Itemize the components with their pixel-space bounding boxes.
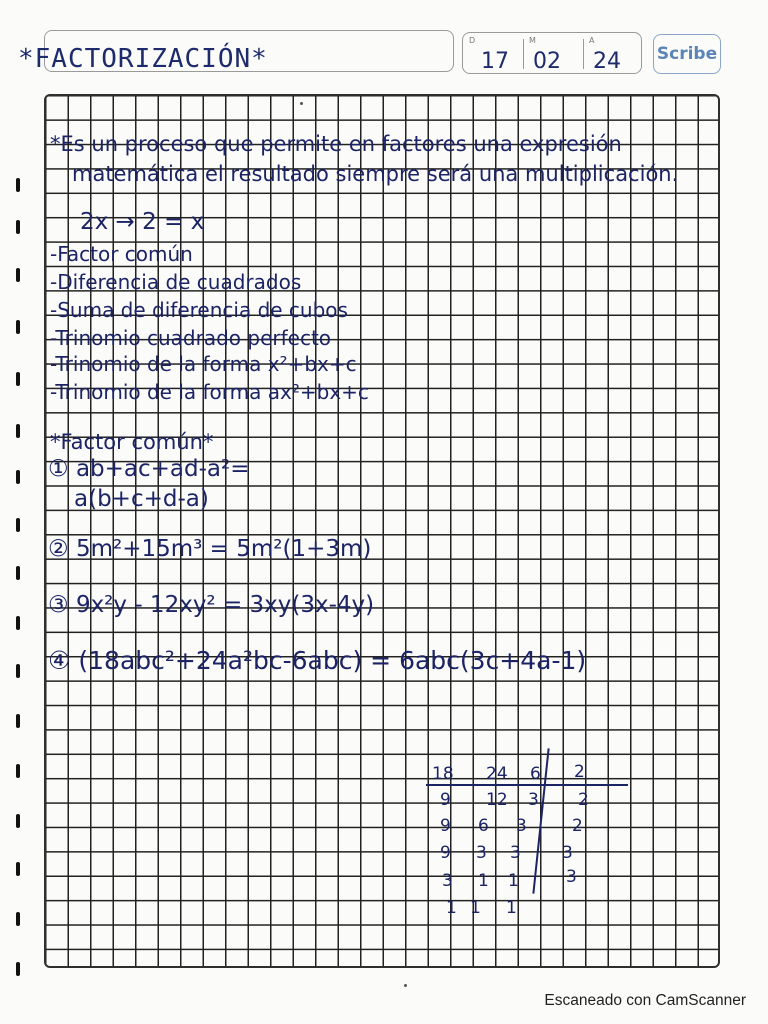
table-cell: 1 (506, 898, 517, 918)
table-cell: 2 (578, 790, 589, 810)
table-cell: 3 (566, 867, 577, 887)
paper-speck (404, 984, 407, 987)
table-cell: 24 (486, 764, 508, 784)
table-cell: 9 (440, 816, 451, 836)
table-divider (426, 784, 628, 786)
binder-hole (16, 566, 20, 580)
exercise-expression: 5m²+15m³ = 5m²(1+3m) (75, 536, 372, 562)
type-item: -Trinomio cuadrado perfecto (50, 326, 332, 350)
binder-hole (16, 178, 20, 192)
type-item: -Suma de diferencia de cubos (50, 298, 348, 322)
table-cell: 1 (446, 898, 457, 918)
date-label-year: A (589, 36, 595, 45)
date-divider (523, 39, 524, 69)
exercise-4 (48, 648, 586, 673)
footer-watermark: Escaneado con CamScanner (544, 992, 746, 1009)
date-label-month: M (529, 36, 536, 45)
table-cell: 9 (440, 790, 451, 810)
date-year: 24 (593, 49, 621, 74)
exercise-number: ① (48, 456, 69, 482)
binder-hole (16, 862, 20, 876)
table-cell: 6 (478, 816, 489, 836)
table-cell: 3 (562, 843, 573, 863)
table-cell: 2 (574, 762, 585, 782)
type-item: -Factor común (50, 242, 193, 266)
paper-speck (300, 102, 303, 105)
definition-line-1: *Es un proceso que permite en factores una expresión (50, 132, 622, 156)
binder-hole (16, 320, 20, 334)
example-equation: 2x → 2 = x (80, 209, 205, 235)
binder-hole (16, 424, 20, 438)
binder-hole (16, 664, 20, 678)
date-day: 17 (481, 49, 509, 74)
table-cell: 3 (476, 843, 487, 863)
table-cell: 2 (572, 816, 583, 836)
binder-hole (16, 714, 20, 728)
binder-hole (16, 962, 20, 976)
date-month: 02 (533, 49, 561, 74)
exercise-number: ④ (48, 646, 71, 675)
table-cell: 1 (478, 871, 489, 891)
type-item: -Trinomio de la forma ax²+bx+c (50, 380, 369, 404)
binder-hole (16, 372, 20, 386)
table-cell: 3 (510, 843, 521, 863)
table-cell: 9 (440, 843, 451, 863)
table-cell: 1 (470, 898, 481, 918)
binder-hole (16, 220, 20, 234)
type-item: -Trinomio de la forma x²+bx+c (50, 352, 357, 376)
exercise-1-result: a(b+c+d-a) (74, 486, 209, 512)
binder-hole (16, 616, 20, 630)
binder-hole (16, 518, 20, 532)
exercise-1 (48, 458, 250, 481)
section-title: *Factor común* (50, 430, 214, 454)
scribe-logo: Scribe (653, 34, 721, 74)
table-cell: 6 (530, 764, 541, 784)
date-label-day: D (469, 36, 476, 45)
table-cell: 18 (432, 764, 454, 784)
type-item: -Diferencia de cuadrados (50, 270, 302, 294)
exercise-expression: 9x²y - 12xy² = 3xy(3x-4y) (75, 592, 375, 618)
exercise-number: ② (48, 536, 69, 562)
exercise-expression: (18abc²+24a²bc-6abc) = 6abc(3c+4a-1) (78, 646, 587, 675)
exercise-2 (48, 538, 371, 561)
table-cell: 3 (516, 816, 527, 836)
table-cell: 3 (442, 871, 453, 891)
table-cell: 3 (528, 790, 539, 810)
date-box (462, 32, 642, 74)
binder-hole (16, 268, 20, 282)
date-divider (583, 39, 584, 69)
exercise-3 (48, 594, 374, 617)
binder-hole (16, 912, 20, 926)
definition-line-2: matemática el resultado siempre será una multiplicación. (72, 162, 679, 186)
exercise-expression: ab+ac+ad-a²= (75, 456, 250, 482)
exercise-number: ③ (48, 592, 69, 618)
binder-hole (16, 814, 20, 828)
binder-hole (16, 764, 20, 778)
table-cell: 12 (486, 790, 508, 810)
table-cell: 1 (508, 871, 519, 891)
page-title: *FACTORIZACIÓN* (18, 44, 268, 74)
binder-hole (16, 470, 20, 484)
